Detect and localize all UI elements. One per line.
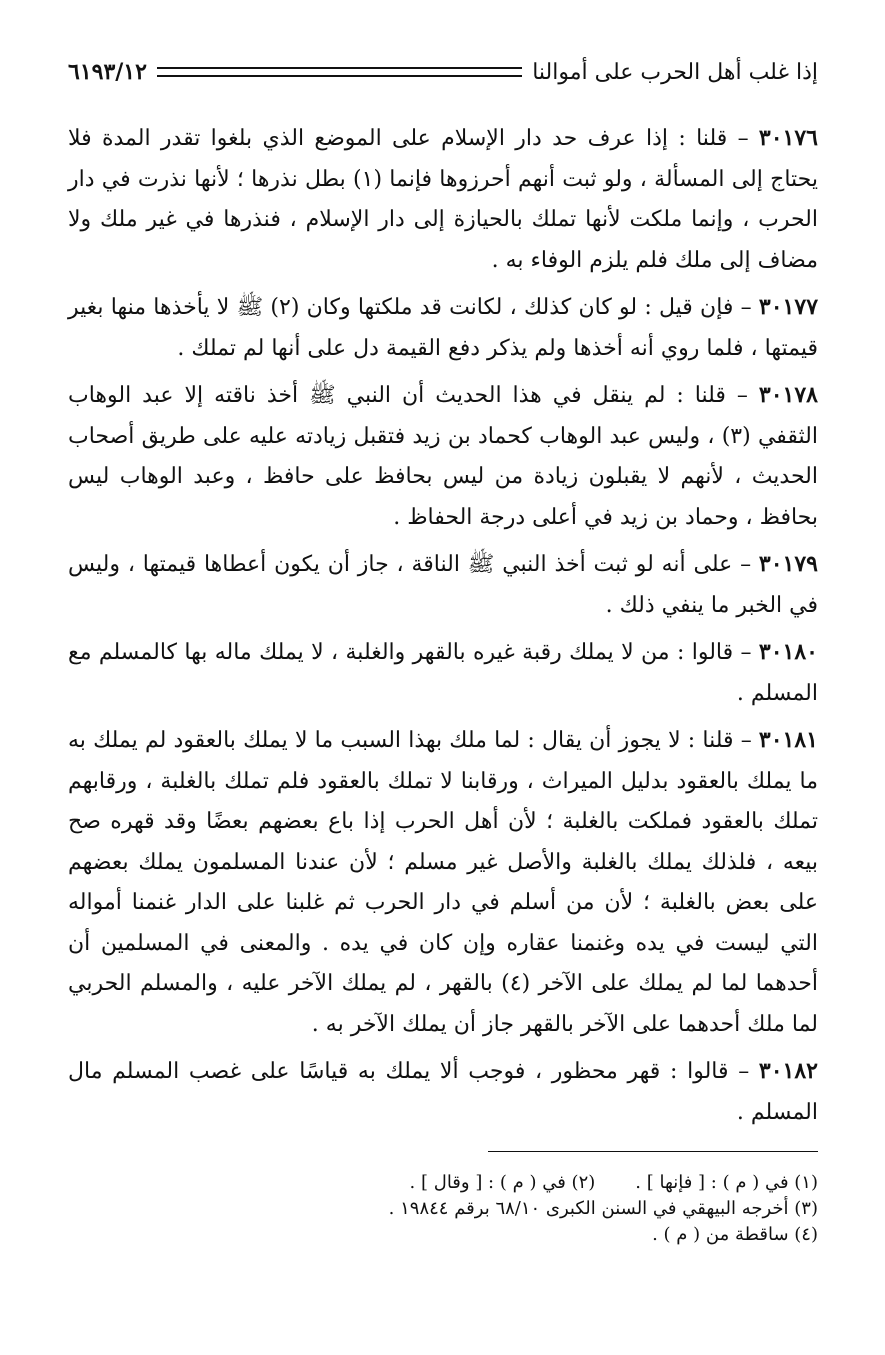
paragraph-text: – قالوا : قهر محظور ، فوجب ألا يملك به قياسًا على غصب المسلم مال المسلم . xyxy=(68,1059,818,1125)
footnote-2: (٢) في ( م ) : [ وقال ] . xyxy=(409,1172,596,1193)
paragraph-30179 xyxy=(68,544,818,626)
page-header xyxy=(68,50,818,94)
paragraph-30177 xyxy=(68,287,818,369)
page-number: ٦١٩٣/١٢ xyxy=(68,59,147,85)
paragraph-number: ٣٠١٧٨ xyxy=(758,382,818,408)
footnote-1: (١) في ( م ) : [ فإنها ] . xyxy=(635,1172,818,1193)
book-page xyxy=(68,50,818,1330)
paragraph-30178 xyxy=(68,375,818,538)
paragraph-text: – فإن قيل : لو كان كذلك ، لكانت قد ملكتها وكان (٢) ﷺ لا يأخذها منها بغير قيمتها ، فلما روي أنه أخذها ولم يذكر دفع القيمة دل على أنها لم تملك . xyxy=(68,295,818,361)
paragraph-number: ٣٠١٨١ xyxy=(758,727,818,753)
running-title: إذا غلب أهل الحرب على أموالنا xyxy=(532,59,818,85)
paragraph-number: ٣٠١٧٦ xyxy=(758,125,818,151)
paragraph-30182 xyxy=(68,1051,818,1133)
paragraph-text: – قلنا : لا يجوز أن يقال : لما ملك بهذا السبب ما لا يملك بالعقود لم يملك به ما يملك بالعقود بدليل الميراث ، ورقابنا لا تملك بالعقود فلم تملك بالغلبة ، ورقابهم تملك بالعقود فملكت بالغلبة ؛ لأن أهل الحرب إذا باع بعضهم بعضًا وقد قهره صح بيعه ، فلذلك يملك بالغلبة والأصل غير مسلم ؛ لأن عندنا المسلمون يملك بعضهم على بعض بالغلبة ؛ لأن من أسلم في دار الحرب ثم غلبنا على الدار غنمنا أمواله التي ليست في يده وغنمنا عقاره وإن كان في يده . والمعنى في المسلمين أن أحدهما لما لم يملك على الآخر (٤) بالقهر ، لم يملك الآخر عليه ، والمسلم الحربي لما ملك أحدهما على الآخر بالقهر جاز أن يملك الآخر به . xyxy=(68,728,818,1037)
body-text xyxy=(68,118,818,1133)
paragraph-number: ٣٠١٧٧ xyxy=(758,294,819,320)
paragraph-text: – قلنا : إذا عرف حد دار الإسلام على الموضع الذي بلغوا تقدر المدة فلا يحتاج إلى المسألة ، ولو ثبت أنهم أحرزوها فإنما (١) بطل نذرها ؛ لأنها نذرت في دار الحرب ، وإنما ملكت لأنها تملك بالحيازة إلى دار الإسلام ، فنذرها في غير ملك ولا مضاف إلى ملك فلم يلزم الوفاء به . xyxy=(68,126,818,273)
paragraph-text: – قالوا : من لا يملك رقبة غيره بالقهر والغلبة ، لا يملك ماله بها كالمسلم مع المسلم . xyxy=(68,640,818,706)
paragraph-30181 xyxy=(68,720,818,1045)
paragraph-number: ٣٠١٨٢ xyxy=(758,1058,818,1084)
paragraph-30176 xyxy=(68,118,818,281)
footnote-row xyxy=(68,1196,818,1222)
footnote-4: (٤) ساقطة من ( م ) . xyxy=(652,1224,818,1245)
header-rule xyxy=(157,67,522,77)
paragraph-number: ٣٠١٨٠ xyxy=(758,639,818,665)
footnote-separator xyxy=(488,1151,818,1152)
paragraph-number: ٣٠١٧٩ xyxy=(758,551,818,577)
paragraph-text: – على أنه لو ثبت أخذ النبي ﷺ الناقة ، جاز أن يكون أعطاها قيمتها ، وليس في الخبر ما ينفي ذلك . xyxy=(68,552,818,618)
paragraph-text: – قلنا : لم ينقل في هذا الحديث أن النبي ﷺ أخذ ناقته إلا عبد الوهاب الثقفي (٣) ، وليس عبد الوهاب كحماد بن زيد فتقبل زيادته عليه على طريق أصحاب الحديث ، لأنهم لا يقبلون زيادة من ليس بحافظ على حافظ ، وعبد الوهاب ليس بحافظ ، وحماد بن زيد في أعلى درجة الحفاظ . xyxy=(68,383,818,530)
footnote-row xyxy=(68,1222,818,1248)
footnote-3: (٣) أخرجه البيهقي في السنن الكبرى ٦٨/١٠ برقم ١٩٨٤٤ . xyxy=(388,1198,818,1219)
paragraph-30180 xyxy=(68,632,818,714)
footnote-row xyxy=(68,1170,818,1196)
footnotes xyxy=(68,1170,818,1248)
